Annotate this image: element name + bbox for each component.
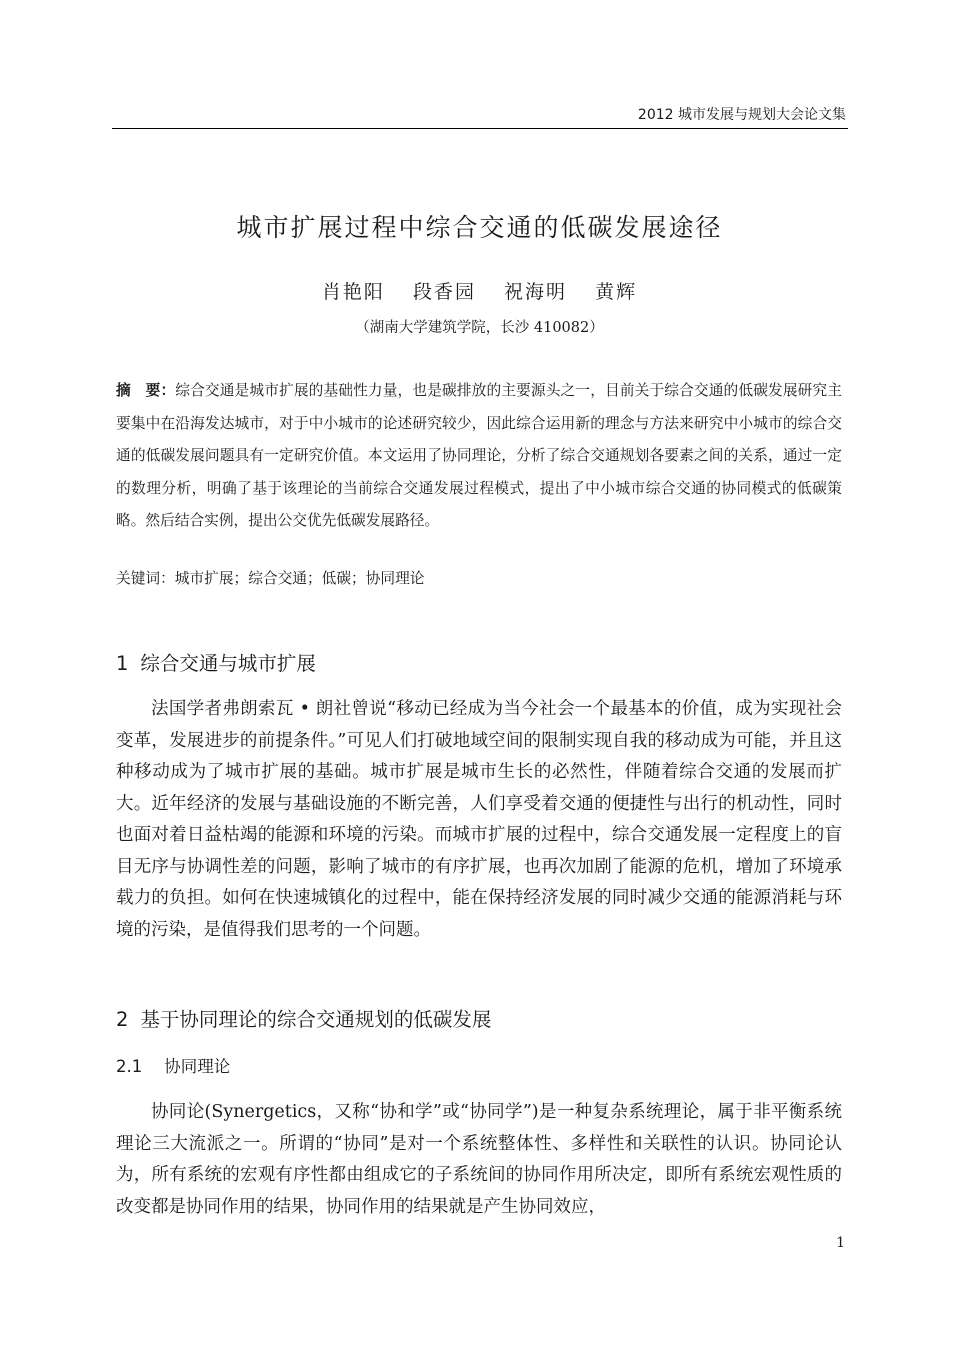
abstract	[116, 375, 842, 538]
section-number: 1	[116, 652, 129, 675]
abstract-text: 综合交通是城市扩展的基础性力量，也是碳排放的主要源头之一，目前关于综合交通的低碳发展研究主要集中在沿海发达城市，对于中小城市的论述研究较少，因此综合运用新的理念与方法来研究中小城市的综合交通的低碳发展问题具有一定研究价值。本文运用了协同理论，分析了综合交通规划各要素之间的关系，通过一定的数理分析，明确了基于该理论的当前综合交通发展过程模式，提出了中小城市综合交通的协同模式的低碳策略。然后结合实例，提出公交优先低碳发展路径。	[116, 382, 842, 529]
author-affiliation: （湖南大学建筑学院，长沙 410082）	[355, 320, 604, 336]
subsection-heading-2-1	[116, 1053, 842, 1077]
header-rule	[112, 128, 848, 129]
section-heading-2	[116, 1004, 842, 1032]
author-name: 段香园	[412, 281, 476, 303]
paper-title: 城市扩展过程中综合交通的低碳发展途径	[236, 213, 723, 242]
section-title: 综合交通与城市扩展	[140, 652, 316, 675]
keywords-text: 城市扩展；综合交通；低碳；协同理论	[174, 570, 425, 587]
section-number: 2	[116, 1008, 129, 1031]
running-title: 2012 城市发展与规划大会论文集	[637, 107, 846, 123]
author-name: 祝海明	[504, 281, 568, 303]
keywords	[116, 567, 842, 591]
subsection-2-1-paragraph: 协同论(Synergetics，又称“协和学”或“协同学”)是一种复杂系统理论，属于非平衡系统理论三大流派之一。所谓的“协同”是对一个系统整体性、多样性和关联性的认识。协同论认为，所有系统的宏观有序性都由组成它的子系统间的协同作用所决定，即所有系统宏观性质的改变都是协同作用的结果，协同作用的结果就是产生协同效应，	[116, 1102, 842, 1217]
section-title: 基于协同理论的综合交通规划的低碳发展	[140, 1008, 492, 1031]
subsection-title: 协同理论	[164, 1057, 231, 1076]
abstract-label: 摘 要：	[116, 382, 176, 399]
subsection-number: 2.1	[116, 1057, 143, 1076]
author-list	[0, 277, 959, 304]
author-name: 黄辉	[595, 281, 638, 303]
keywords-label: 关键词：	[116, 570, 175, 587]
section-1-paragraph: 法国学者弗朗索瓦 • 朗社曾说“移动已经成为当今社会一个最基本的价值，成为实现社会变革，发展进步的前提条件。”可见人们打破地域空间的限制实现自我的移动成为可能，并且这种移动成为了城市扩展的基础。城市扩展是城市生长的必然性，伴随着综合交通的发展而扩大。近年经济的发展与基础设施的不断完善，人们享受着交通的便捷性与出行的机动性，同时也面对着日益枯竭的能源和环境的污染。而城市扩展的过程中，综合交通发展一定程度上的盲目无序与协调性差的问题，影响了城市的有序扩展，也再次加剧了能源的危机，增加了环境承载力的负担。如何在快速城镇化的过程中，能在保持经济发展的同时减少交通的能源消耗与环境的污染，是值得我们思考的一个问题。	[116, 699, 842, 940]
section-heading-1	[116, 648, 842, 676]
author-name: 肖艳阳	[321, 281, 385, 303]
page-number: 1	[836, 1235, 845, 1251]
